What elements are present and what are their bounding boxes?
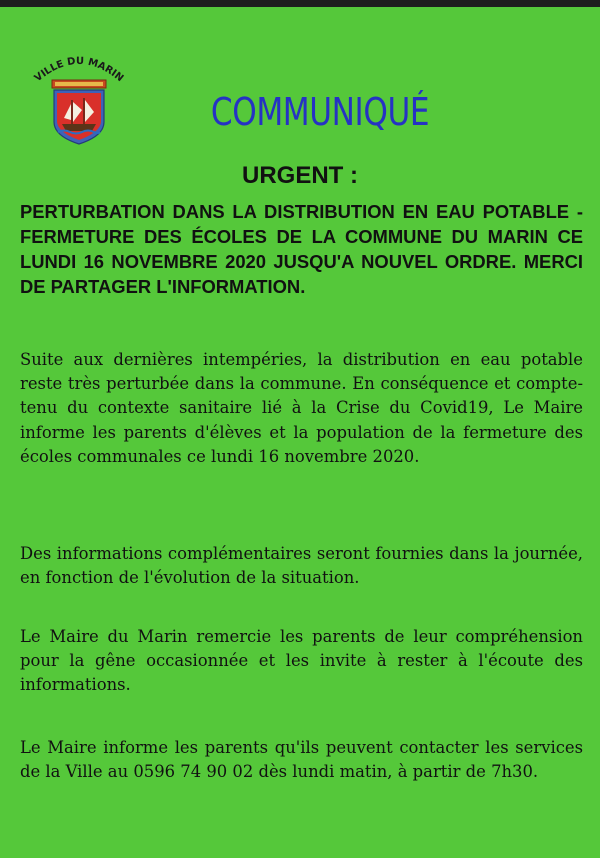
logo-arc-text: VILLE DU MARIN — [32, 55, 126, 85]
urgent-label: URGENT : — [242, 162, 358, 189]
paragraph-contact: Le Maire informe les parents qu'ils peuvent contacter les services de la Ville au 0596 74 90 02 dès lundi matin, à partir de 7h30. — [20, 738, 583, 782]
paragraph-informations: Des informations complémentaires seront fournies dans la journée, en fonction de l'évolution de la situation. — [20, 544, 583, 588]
headline: PERTURBATION DANS LA DISTRIBUTION EN EAU POTABLE - FERMETURE DES ÉCOLES DE LA COMMUNE DU MARIN CE LUNDI 16 NOVEMBRE 2020 JUSQU'A NOUVEL ORDRE. MERCI DE PARTAGER L'INFORMATION. — [20, 201, 583, 297]
paragraph-intemperies: Suite aux dernières intempéries, la distribution en eau potable reste très perturbée dans la commune. En conséquence et compte-tenu du contexte sanitaire lié à la Crise du Covid19, Le Maire informe les parents d'élèves et la population de la fermeture des écoles communales ce lundi 16 novembre 2020. — [20, 350, 583, 466]
page-title: COMMUNIQUÉ — [210, 90, 430, 134]
top-border — [0, 0, 600, 7]
paragraph-remerciements: Le Maire du Marin remercie les parents de leur compréhension pour la gêne occasionnée et les invite à rester à l'écoute des informations. — [20, 627, 583, 695]
